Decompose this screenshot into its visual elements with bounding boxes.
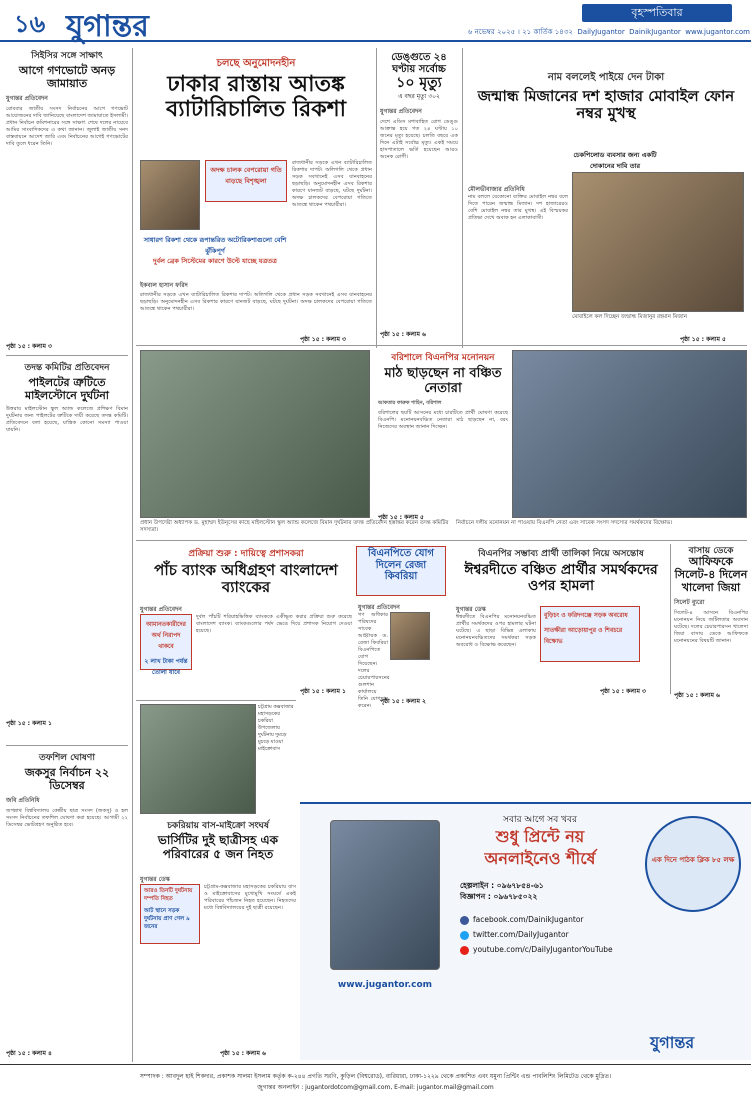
crash-byline: যুগান্তর ডেস্ক xyxy=(140,876,170,883)
headline[interactable]: পাইলটের ত্রুটিতে মাইলস্টোনে দুর্ঘটনা xyxy=(25,376,109,402)
column-rule xyxy=(670,544,671,694)
yunus-photo xyxy=(140,350,370,518)
ad-contacts xyxy=(460,880,620,902)
mobile-body: নাম বললে যেকোনো ব্যক্তির মোবাইল নম্বর বলে দিতে পারেন জন্মান্ধ মিজান। দশ হাজারেরও বেশি মোবাইল নম্বর তার মুখস্থ। এই বিস্ময়কর প্রতিভা দেখে অবাক হন এলাকাবাসী। xyxy=(468,194,568,221)
twitter-icon xyxy=(460,931,469,940)
subhead: এ বছর মৃত্যু ৩০২ xyxy=(398,93,440,101)
ad-logo: যুগান্তর xyxy=(650,1033,695,1052)
reza-byline: যুগান্তর প্রতিবেদন xyxy=(358,604,400,611)
divider xyxy=(136,345,747,346)
ishwardi-body: ঈশ্বরদীতে বিএনপির মনোনয়নবঞ্চিত প্রার্থীর সমর্থকদের ওপর হামলার ঘটনা ঘটেছে। এ ছাড়া বিভিন্ন এলাকায় মনোনয়নবঞ্চিতদের সমর্থকরা সড়ক অবরোধ ও বিক্ষোভ করেছেন। xyxy=(456,614,536,648)
ishwardi-box xyxy=(540,606,640,662)
kicker: বাসায় ডেকে xyxy=(688,546,734,556)
body-text: দেশে এডিস মশাবাহিত রোগ ডেঙ্গু আক্রান্ত হয়ে গত ২৪ ঘণ্টায় ১০ জনের মৃত্যু হয়েছে। চলতি বছরে এক দিনে এটাই সর্বোচ্চ মৃত্যু। একই সময়ে হাসপাতালে ভর্তি হয়েছেন আরও অনেক রোগী। xyxy=(380,119,458,161)
lead-kicker: চলছে অনুমোদনহীন xyxy=(216,58,296,69)
ad-adline: বিজ্ঞাপন : ০৯৬৭৮৫০২২ xyxy=(460,892,538,901)
crash-kicker: চকরিয়ায় বাস-মাইক্রো সংঘর্ষ xyxy=(167,821,269,831)
mobile-kicker: নাম বললেই পাইয়ে দেন টাকা xyxy=(547,72,665,83)
divider xyxy=(136,700,296,701)
ishwardi-box-2: সাতক্ষীরা আড়োয়াপুর ও শিবচরে বিক্ষোভ xyxy=(544,627,623,645)
byline: যুগান্তর প্রতিবেদন xyxy=(380,108,422,116)
lead-byline: ইকবাল হাসান ফরিদ xyxy=(140,282,188,289)
byline: সিলেট ব্যুরো xyxy=(674,599,705,607)
dateline xyxy=(440,26,750,38)
facebook-icon xyxy=(460,916,469,925)
continued: পৃষ্ঠা ১৫ : কলাম ৬ xyxy=(674,692,720,700)
page-number: ১৬ xyxy=(14,10,46,38)
column-rule xyxy=(462,48,463,348)
banks-body: দুর্বল পাঁচটি শরিয়াহভিত্তিক ব্যাংককে একীভূত করার প্রক্রিয়া শুরু করেছে বাংলাদেশ ব্যাংক। ব্যাংকগুলোর পর্ষদ ভেঙে দিয়ে প্রশাসক নিয়োগ দেওয়া হয়েছে। xyxy=(196,614,352,634)
byline: আকতার ফারুক শাহিন, বরিশাল xyxy=(378,399,442,406)
headline[interactable]: ১০ মৃত্যু xyxy=(396,75,442,91)
lead-continued: পৃষ্ঠা ১৫ : কলাম ৩ xyxy=(300,336,346,343)
kicker: ডেঙ্গুতে ২৪ ঘণ্টায় সর্বোচ্চ xyxy=(391,52,447,75)
ishwardi-kicker: বিএনপির সম্ভাব্য প্রার্থী তালিকা নিয়ে অসন্তোষ xyxy=(478,549,644,559)
column-rule xyxy=(376,48,377,348)
ad-twitter[interactable] xyxy=(460,927,650,942)
ad-headline-2: অনলাইনেও শীর্ষে xyxy=(484,849,596,868)
youtube-icon xyxy=(460,946,469,955)
continued: পৃষ্ঠা ১৫ : কলাম ৫ xyxy=(378,513,424,521)
lead-bullet-box xyxy=(205,160,287,202)
kicker: সিইসির সঙ্গে সাক্ষাৎ xyxy=(31,51,103,61)
crash-photo xyxy=(140,704,256,814)
crash-continued: পৃষ্ঠা ১৫ : কলাম ৬ xyxy=(220,1050,266,1057)
ad-youtube[interactable] xyxy=(460,942,650,957)
headline[interactable]: মাঠ ছাড়ছেন না বঞ্চিত নেতারা xyxy=(384,366,502,396)
mizan-photo xyxy=(572,172,744,312)
banks-kicker: প্রক্রিয়া শুরু : দায়িত্বে প্রশাসকরা xyxy=(188,549,304,559)
newspaper-logo: যুগান্তর xyxy=(66,9,149,44)
lead-headline[interactable]: ঢাকার রাস্তায় আতঙ্ক ব্যাটারিচালিত রিকশা xyxy=(165,72,347,123)
mobile-caption: মোবাইলে কল দিচ্ছেন জন্মান্ধ মিজানুর রহমান মিজান xyxy=(572,314,688,320)
headline[interactable]: জকসুর নির্বাচন ২২ ডিসেম্বর xyxy=(24,766,110,792)
mobile-continued: পৃষ্ঠা ১৫ : কলাম ৫ xyxy=(680,336,726,343)
ad-tagline: সবার আগে সব খবর xyxy=(503,815,577,825)
divider xyxy=(6,745,128,746)
lead-body: রাজধানীর সড়কে এখন ব্যাটারিচালিত রিকশার দাপট। অলিগলি থেকে প্রধান সড়ক সবখানেই এসব যানবাহনের ছড়াছড়ি। অনুমোদনহীন এসব রিকশার কারণে যানজট বাড়ছে, ঘটছে দুর্ঘটনা। অদক্ষ চালকদের বেপরোয়া গতিতে আতঙ্কে থাকেন পথচারীরা। xyxy=(292,160,372,208)
crash-headline[interactable]: ভার্সিটির দুই ছাত্রীসহ এক পরিবারের ৫ জন নিহত xyxy=(157,833,279,861)
banks-byline: যুগান্তর প্রতিবেদন xyxy=(140,606,182,613)
facebook-handle[interactable]: DainikJugantor xyxy=(629,28,681,36)
body-text: বরিশালের ছয়টি আসনের মধ্যে চারটিতে প্রার্থী ঘোষণা করেছে বিএনপি। মনোনয়নবঞ্চিত নেতারা মাঠ ছাড়ছেন না, বরং নিজেদের অবস্থান জানান দিচ্ছেন। xyxy=(378,409,508,430)
site-link[interactable]: www.jugantor.com xyxy=(685,28,750,36)
ishwardi-box-1: বুড়িচং ও ফরিদগঞ্জে সড়ক অবরোধ xyxy=(544,612,628,619)
lead-body-2: রাজধানীর সড়কে এখন ব্যাটারিচালিত রিকশার দাপট। অলিগলি থেকে প্রধান সড়ক সবখানেই এসব যানবাহনের ছড়াছড়ি। অনুমোদনহীন এসব রিকশার কারণে যানজট বাড়ছে, ঘটছে দুর্ঘটনা। অদক্ষ চালকদের বেপরোয়া গতিতে আতঙ্কে থাকেন পথচারীরা। xyxy=(140,292,372,312)
body-text: জগন্নাথ বিশ্ববিদ্যালয় কেন্দ্রীয় ছাত্র সংসদ (জকসু) ও হল সংসদ নির্বাচনের তফশিল ঘোষণা করা হয়েছে। আগামী ২২ ডিসেম্বর ভোটগ্রহণ অনুষ্ঠিত হবে। xyxy=(6,808,128,829)
story-khaleda xyxy=(674,546,748,701)
story-milestone xyxy=(6,360,128,729)
ishwardi-headline[interactable]: ঈশ্বরদীতে বঞ্চিত প্রার্থীর সমর্থকদের ওপর হামলা xyxy=(464,562,658,595)
protest-photo xyxy=(512,350,747,518)
byline: যুগান্তর প্রতিবেদন xyxy=(6,95,48,103)
day-label: বৃহস্পতিবার xyxy=(582,4,732,22)
crash-body: চট্টগ্রাম-কক্সবাজার মহাসড়কের চকরিয়ায় বাস ও মাইক্রোবাসের মুখোমুখি সংঘর্ষে একই পরিবারের পাঁচজন নিহত হয়েছেন। নিহতদের মধ্যে বিশ্ববিদ্যালয়ের দুই ছাত্রী রয়েছেন। xyxy=(204,884,296,911)
ad-social xyxy=(460,912,650,957)
byline: জবি প্রতিনিধি xyxy=(6,797,40,805)
column-rule xyxy=(132,48,133,1062)
headline[interactable]: আফিফকে সিলেট-৪ দিলেন খালেদা জিয়া xyxy=(674,555,748,594)
date-text: ৬ নভেম্বর ২০২৫ । ২১ কার্তিক ১৪৩২ xyxy=(467,28,573,36)
kicker: তফশিল ঘোষণা xyxy=(39,753,95,763)
crash-box-1: আরও তিনটি দুর্ঘটনায় দম্পতি নিহত xyxy=(144,888,193,902)
crash-box-2: আট স্থানে সড়ক দুর্ঘটনায় প্রাণ গেল ৯ জনের xyxy=(144,908,190,930)
rickshaw-image xyxy=(140,160,200,230)
banks-box xyxy=(140,614,192,676)
crash-box xyxy=(140,884,200,944)
divider xyxy=(6,355,128,356)
continued: পৃষ্ঠা ১৫ : কলাম ৪ xyxy=(6,1050,52,1058)
imprint-footer xyxy=(0,1064,751,1094)
ad-headline-1: শুধু প্রিন্টে নয় xyxy=(495,827,585,846)
imprint-line-1: সম্পাদক : আবদুল হাই শিকদার, প্রকাশক সালমা ইসলাম কর্তৃক ক-২৪৪ প্রগতি সরণি, কুড়িল (বিশ্বরোড), বারিধারা, ঢাকা-১২২৯ থেকে প্রকাশিত এবং যমুনা প্রিন্টিং এন্ড পাবলিশিং লিমিটেড থেকে মুদ্রিত। xyxy=(139,1073,612,1080)
story-barishal xyxy=(378,350,508,523)
protest-caption: নির্বাচনে দলীয় মনোনয়ন না পাওয়ায় বিএনপি নেতা এবং সাবেক সংসদ সদস্যের সমর্থকদের বিক্ষোভ। xyxy=(456,520,673,526)
banks-headline[interactable]: পাঁচ ব্যাংক অধিগ্রহণ বাংলাদেশ ব্যাংকের xyxy=(154,561,338,597)
ishwardi-byline: যুগান্তর ডেস্ক xyxy=(456,606,486,613)
divider xyxy=(136,540,747,541)
body-text: সিলেট-৪ আসনে বিএনপির মনোনয়ন নিয়ে জটিলতার অবসান ঘটেছে। দলের চেয়ারপারসন খালেদা জিয়া বাসায় ডেকে আফিফকে মনোনয়নের বিষয়টি জানান। xyxy=(674,610,748,645)
ad-badge: এক দিনে পাঠক ক্লিক ৮৫ লক্ষ xyxy=(645,816,741,912)
reza-photo xyxy=(390,612,430,660)
ad-youtube-text: youtube.com/c/DailyJugantorYouTube xyxy=(473,945,613,954)
lead-bullet-2: সাধারণ রিকশা থেকে রূপান্তরিত অটোরিকশাগুলো বেশি ঝুঁকিপূর্ণ xyxy=(143,236,287,255)
ad-facebook[interactable] xyxy=(460,912,650,927)
mobile-inset: চেকপিলোড ব্যবসার জন্য একটি দোকানের দাবি তার xyxy=(573,151,657,170)
reza-body: গণ অধিকার পরিষদের সাবেক আহ্বায়ক ড. রেজা কিবরিয়া বিএনপিতে যোগ দিয়েছেন। দলের চেয়ারপারসনের গুলশান কার্যালয়ে তিনি যোগদান করেন। xyxy=(358,612,390,709)
banks-box-2: ২ লাখ টাকা পর্যন্ত তোলা যাবে xyxy=(144,658,188,676)
body-text: রোববার জাতীয় সংসদ নির্বাচনের আগে গণভোট আয়োজনের দাবি জানিয়েছে বাংলাদেশ জামায়াতে ইসলামী। প্রধান নির্বাচন কমিশনারের সঙ্গে সাক্ষাৎ শেষে দলের নায়েবে আমির সাংবাদিকদের এ কথা জানান। জুলাই জাতীয় সনদ বাস্তবায়নে আদেশ জারি এবং নির্বাচনের আগেই গণভোটের দাবি তুলে ধরেন তিনি। xyxy=(6,106,128,148)
continued: পৃষ্ঠা ১৫ : কলাম ৩ xyxy=(6,343,52,351)
ad-facebook-text: facebook.com/DainikJugantor xyxy=(473,915,584,924)
headline[interactable]: আগে গণভোটে অনড় জামায়াত xyxy=(18,64,116,90)
ad-hotline: হেল্পলাইন : ০৯৬৭৮৫৪-৬১ xyxy=(460,881,544,890)
yunus-caption: প্রধান উপদেষ্টা অধ্যাপক ড. মুহাম্মদ ইউনূসের কাছে মাইলস্টোন স্কুল অ্যান্ড কলেজে বিমান দুর্ঘটনার তদন্ত প্রতিবেদন হস্তান্তর করেন তদন্ত কমিটির সদস্যরা। xyxy=(140,520,449,533)
story-jamaat xyxy=(6,48,128,352)
banks-continued: পৃষ্ঠা ১৫ : কলাম ১ xyxy=(300,688,346,695)
crash-sidebar: চট্টগ্রাম কক্সবাজার মহাসড়কের চকরিয়া উপজেলায় দুর্ঘটনায় দুমড়ে মুচড়ে যাওয়া মাইক্রোবাস xyxy=(258,704,294,752)
ad-site-link[interactable]: www.jugantor.com xyxy=(337,980,433,990)
imprint-line-2: জুগান্তর অনলাইন : jugantordotcom@gmail.com, E-mail: jugantor.mail@gmail.com xyxy=(257,1084,494,1091)
ad-twitter-text: twitter.com/DailyJugantor xyxy=(473,930,569,939)
mobile-byline: মৌলভীবাজার প্রতিনিধি xyxy=(468,186,525,193)
body-text: উত্তরায় মাইলস্টোন স্কুল অ্যান্ড কলেজে প্রশিক্ষণ বিমান দুর্ঘটনার জন্য পাইলটের ত্রুটিকে দায়ী করেছে তদন্ত কমিটি। প্রতিবেদনে বলা হয়েছে, যান্ত্রিক কোনো সমস্যা পাওয়া যায়নি। xyxy=(6,406,128,434)
kicker: তদন্ত কমিটির প্রতিবেদন xyxy=(24,363,110,373)
ad-device-image xyxy=(330,820,440,970)
reza-headline[interactable]: বিএনপিতে যোগ দিলেন রেজা কিবরিয়া xyxy=(368,548,434,582)
twitter-handle[interactable]: DailyJugantor xyxy=(577,28,625,36)
banks-box-1: আমানতকারীদের অর্থ নিরাপদ থাকবে xyxy=(146,621,186,650)
lead-bullet-1: অদক্ষ চালক বেপরোয়া গতি বাড়ছে বিশৃঙ্খলা xyxy=(210,166,282,185)
lead-bullet-3: দুর্বল ব্রেক সিস্টেমের কারণে উল্টে যাচ্ছে যত্রতত্র xyxy=(153,257,277,265)
story-dengue xyxy=(380,52,458,340)
story-jucsu xyxy=(6,750,128,1059)
ishwardi-continued: পৃষ্ঠা ১৫ : কলাম ৩ xyxy=(600,688,646,695)
mobile-headline[interactable]: জন্মান্ধ মিজানের দশ হাজার মোবাইল ফোন নম্বর মুখস্থ xyxy=(477,87,735,123)
reza-continued: পৃষ্ঠা ১৫ : কলাম ২ xyxy=(380,698,426,705)
continued: পৃষ্ঠা ১৫ : কলাম ৬ xyxy=(380,331,426,339)
kicker: বরিশালে বিএনপির মনোনয়ন xyxy=(391,353,495,363)
continued: পৃষ্ঠা ১৫ : কলাম ১ xyxy=(6,720,52,728)
